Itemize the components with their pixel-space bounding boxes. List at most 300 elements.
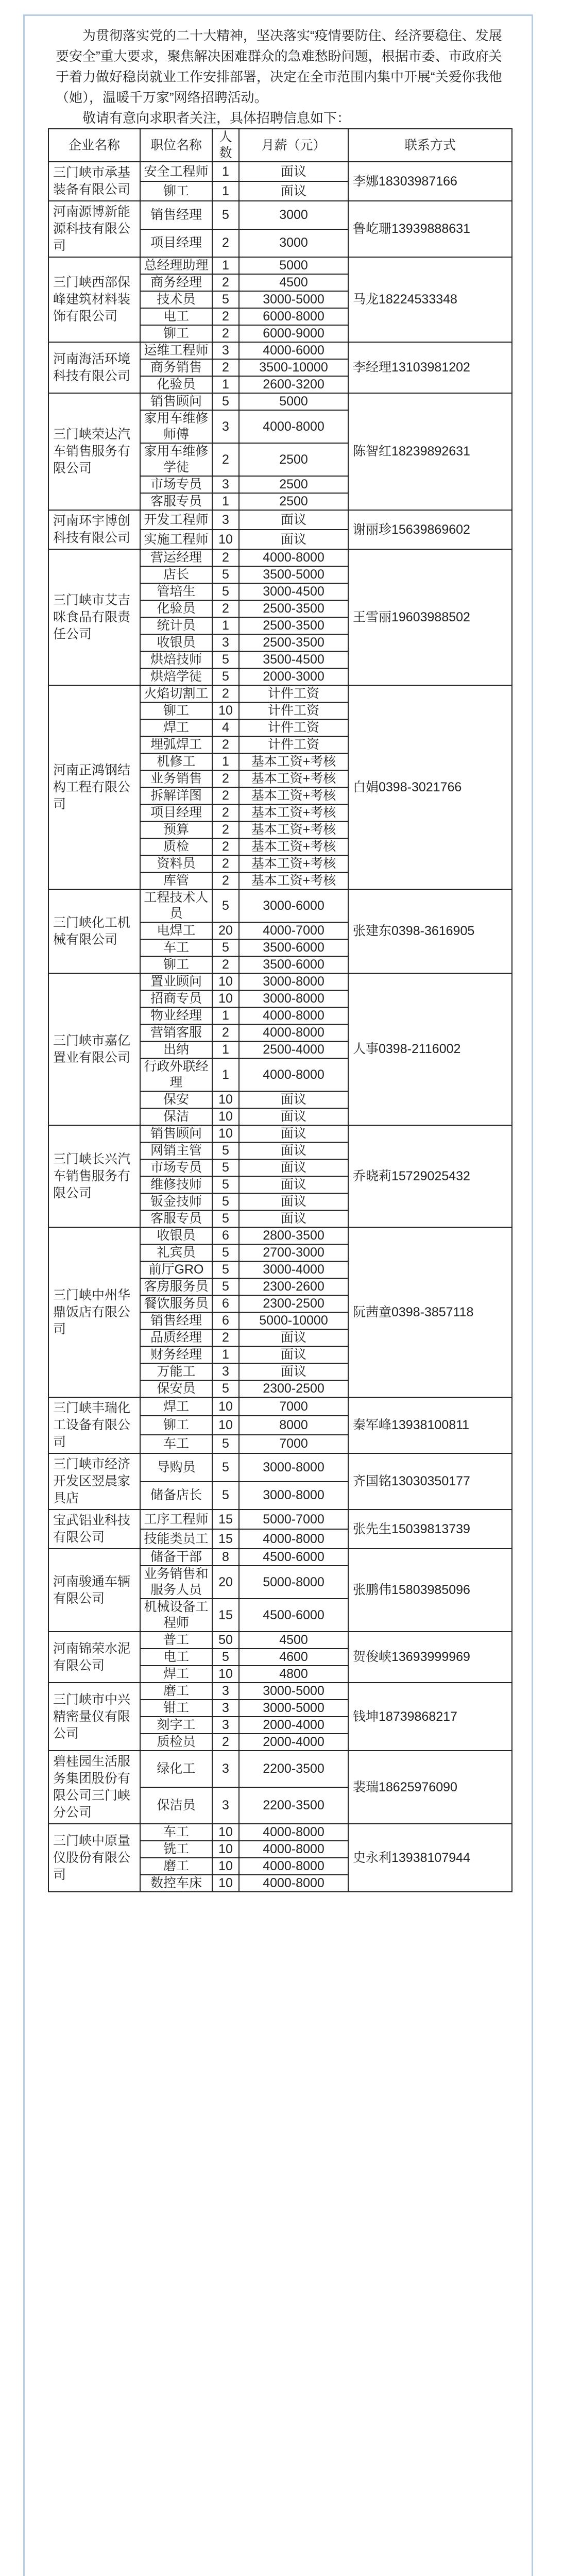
- position-cell: 商务经理: [140, 274, 212, 291]
- count-cell: 2: [212, 359, 239, 376]
- count-cell: 2: [212, 229, 239, 258]
- count-cell: 5: [212, 1453, 239, 1482]
- position-cell: 质检: [140, 838, 212, 855]
- salary-cell: 3000-5000: [239, 1700, 348, 1717]
- position-cell: 铆工: [140, 956, 212, 973]
- position-cell: 铆工: [140, 181, 212, 201]
- salary-cell: 6000-8000: [239, 308, 348, 325]
- contact-cell: 贺俊峡13693999969: [348, 1632, 512, 1683]
- salary-cell: 2800-3500: [239, 1227, 348, 1244]
- salary-cell: 4000-8000: [239, 1858, 348, 1875]
- count-cell: 6: [212, 1227, 239, 1244]
- table-row: [48, 549, 512, 566]
- position-cell: 技术员: [140, 291, 212, 308]
- count-cell: 2: [212, 274, 239, 291]
- salary-cell: 面议: [239, 1125, 348, 1142]
- salary-cell: 面议: [239, 162, 348, 181]
- table-row: [48, 1549, 512, 1566]
- salary-cell: 4000-8000: [239, 1007, 348, 1024]
- company-name: 三门峡西部保峰建筑材料装饰有限公司: [48, 257, 140, 342]
- position-cell: 电焊工: [140, 922, 212, 939]
- contact-cell: 张先生15039813739: [348, 1510, 512, 1549]
- salary-cell: 5000-7000: [239, 1510, 348, 1529]
- position-cell: 销售经理: [140, 201, 212, 229]
- position-cell: 客服专员: [140, 1210, 212, 1227]
- position-cell: 统计员: [140, 617, 212, 634]
- count-cell: 1: [212, 493, 239, 510]
- table-row: [48, 1632, 512, 1649]
- count-cell: 3: [212, 410, 239, 443]
- salary-cell: 面议: [239, 1159, 348, 1176]
- count-cell: 1: [212, 1007, 239, 1024]
- position-cell: 前厅GRO: [140, 1261, 212, 1278]
- count-cell: 10: [212, 1416, 239, 1434]
- count-cell: 10: [212, 1841, 239, 1858]
- recruitment-table: [48, 128, 512, 1892]
- salary-cell: 4000-8000: [239, 549, 348, 566]
- count-cell: 5: [212, 1142, 239, 1159]
- salary-cell: 4500-6000: [239, 1599, 348, 1632]
- position-cell: 埋弧焊工: [140, 736, 212, 753]
- count-cell: 5: [212, 1482, 239, 1510]
- salary-cell: 2600-3200: [239, 376, 348, 393]
- position-cell: 业务销售和服务人员: [140, 1566, 212, 1599]
- salary-cell: 面议: [239, 1346, 348, 1363]
- position-cell: 预算: [140, 821, 212, 838]
- contact-cell: 李经理13103981202: [348, 342, 512, 393]
- salary-cell: 2000-4000: [239, 1717, 348, 1734]
- salary-cell: 计件工资: [239, 702, 348, 719]
- count-cell: 1: [212, 1346, 239, 1363]
- count-cell: 2: [212, 855, 239, 872]
- count-cell: 10: [212, 1858, 239, 1875]
- position-cell: 置业顾问: [140, 973, 212, 990]
- count-cell: 20: [212, 922, 239, 939]
- count-cell: 10: [212, 1108, 239, 1125]
- position-cell: 电工: [140, 1649, 212, 1666]
- position-cell: 普工: [140, 1632, 212, 1649]
- contact-cell: 王雪丽19603988502: [348, 549, 512, 685]
- contact-cell: 钱坤18739868217: [348, 1683, 512, 1751]
- count-cell: 5: [212, 566, 239, 583]
- company-name: 三门峡丰瑞化工设备有限公司: [48, 1397, 140, 1453]
- position-cell: 拆解详图: [140, 787, 212, 804]
- salary-cell: 计件工资: [239, 685, 348, 702]
- contact-cell: 秦军峰13938100811: [348, 1397, 512, 1453]
- salary-cell: 4500-6000: [239, 1549, 348, 1566]
- contact-cell: 阮茜童0398-3857118: [348, 1227, 512, 1397]
- company-name: 三门峡市经济开发区翌晨家具店: [48, 1453, 140, 1510]
- count-cell: 5: [212, 201, 239, 229]
- salary-cell: 4000-7000: [239, 922, 348, 939]
- salary-cell: 2700-3000: [239, 1244, 348, 1261]
- company-name: 三门峡市承基装备有限公司: [48, 162, 140, 201]
- salary-cell: 面议: [239, 1108, 348, 1125]
- count-cell: 10: [212, 1824, 239, 1841]
- contact-cell: 史永利13938107944: [348, 1824, 512, 1892]
- count-cell: 1: [212, 257, 239, 274]
- position-cell: 资料员: [140, 855, 212, 872]
- count-cell: 1: [212, 753, 239, 770]
- count-cell: 5: [212, 1210, 239, 1227]
- count-cell: 5: [212, 1176, 239, 1193]
- position-cell: 市场专员: [140, 1159, 212, 1176]
- position-cell: 刻字工: [140, 1717, 212, 1734]
- count-cell: 10: [212, 1125, 239, 1142]
- count-cell: 3: [212, 1683, 239, 1700]
- position-cell: 行政外联经理: [140, 1058, 212, 1091]
- count-cell: 2: [212, 1734, 239, 1751]
- contact-cell: 谢丽珍15639869602: [348, 510, 512, 549]
- salary-cell: 3000: [239, 201, 348, 229]
- count-cell: 10: [212, 1875, 239, 1892]
- count-cell: 2: [212, 838, 239, 855]
- salary-cell: 面议: [239, 1176, 348, 1193]
- table-row: [48, 1227, 512, 1244]
- count-cell: 2: [212, 770, 239, 787]
- salary-cell: 2500: [239, 493, 348, 510]
- company-name: 河南海活环境科技有限公司: [48, 342, 140, 393]
- count-cell: 10: [212, 990, 239, 1007]
- salary-cell: 7000: [239, 1435, 348, 1453]
- salary-cell: 2200-3500: [239, 1787, 348, 1824]
- salary-cell: 计件工资: [239, 736, 348, 753]
- table-row: [48, 1683, 512, 1700]
- salary-cell: 5000-10000: [239, 1312, 348, 1329]
- article-card: [23, 14, 533, 2576]
- position-cell: 项目经理: [140, 229, 212, 258]
- count-cell: 1: [212, 376, 239, 393]
- salary-cell: 4500: [239, 274, 348, 291]
- salary-cell: 3000-8000: [239, 990, 348, 1007]
- company-name: 三门峡市嘉亿置业有限公司: [48, 973, 140, 1125]
- position-cell: 火焰切割工: [140, 685, 212, 702]
- salary-cell: 4000-6000: [239, 342, 348, 359]
- count-cell: 20: [212, 1566, 239, 1599]
- table-row: [48, 342, 512, 359]
- salary-cell: 2500-3500: [239, 600, 348, 617]
- position-cell: 销售顾问: [140, 1125, 212, 1142]
- company-name: 三门峡长兴汽车销售服务有限公司: [48, 1125, 140, 1227]
- company-name: 三门峡中原量仪股份有限公司: [48, 1824, 140, 1892]
- salary-cell: 面议: [239, 1363, 348, 1380]
- count-cell: 8: [212, 1549, 239, 1566]
- count-cell: 3: [212, 342, 239, 359]
- count-cell: 3: [212, 1717, 239, 1734]
- salary-cell: 3000-8000: [239, 1453, 348, 1482]
- count-cell: 5: [212, 291, 239, 308]
- position-cell: 工序工程师: [140, 1510, 212, 1529]
- header-salary: 月薪（元）: [239, 129, 348, 162]
- count-cell: 5: [212, 393, 239, 410]
- contact-cell: 裴瑞18625976090: [348, 1751, 512, 1824]
- position-cell: 商务销售: [140, 359, 212, 376]
- salary-cell: 3000: [239, 229, 348, 258]
- table-row: [48, 1125, 512, 1142]
- count-cell: 50: [212, 1632, 239, 1649]
- position-cell: 铆工: [140, 325, 212, 342]
- salary-cell: 6000-9000: [239, 325, 348, 342]
- salary-cell: 3500-4500: [239, 651, 348, 668]
- contact-cell: 人事0398-2116002: [348, 973, 512, 1125]
- salary-cell: 基本工资+考核: [239, 753, 348, 770]
- salary-cell: 4600: [239, 1649, 348, 1666]
- company-name: 三门峡荣达汽车销售服务有限公司: [48, 393, 140, 510]
- position-cell: 家用车维修师傅: [140, 410, 212, 443]
- count-cell: 1: [212, 1041, 239, 1058]
- position-cell: 储备店长: [140, 1482, 212, 1510]
- salary-cell: 5000-8000: [239, 1566, 348, 1599]
- position-cell: 业务销售: [140, 770, 212, 787]
- count-cell: 3: [212, 634, 239, 651]
- position-cell: 焊工: [140, 1666, 212, 1683]
- count-cell: 3: [212, 1700, 239, 1717]
- position-cell: 店长: [140, 566, 212, 583]
- salary-cell: 基本工资+考核: [239, 838, 348, 855]
- salary-cell: 基本工资+考核: [239, 804, 348, 821]
- position-cell: 铆工: [140, 702, 212, 719]
- header-position: 职位名称: [140, 129, 212, 162]
- count-cell: 5: [212, 1159, 239, 1176]
- table-row: [48, 1453, 512, 1482]
- table-row: [48, 685, 512, 702]
- position-cell: 绿化工: [140, 1751, 212, 1787]
- count-cell: 5: [212, 651, 239, 668]
- company-name: 三门峡化工机械有限公司: [48, 889, 140, 973]
- position-cell: 收银员: [140, 634, 212, 651]
- salary-cell: 面议: [239, 1091, 348, 1108]
- table-row: [48, 257, 512, 274]
- salary-cell: 3500-6000: [239, 956, 348, 973]
- count-cell: 3: [212, 1787, 239, 1824]
- count-cell: 5: [212, 939, 239, 956]
- salary-cell: 4000-8000: [239, 1058, 348, 1091]
- salary-cell: 基本工资+考核: [239, 770, 348, 787]
- salary-cell: 3000-6000: [239, 889, 348, 922]
- count-cell: 3: [212, 476, 239, 493]
- position-cell: 铆工: [140, 1416, 212, 1434]
- position-cell: 收银员: [140, 1227, 212, 1244]
- position-cell: 焊工: [140, 1397, 212, 1416]
- position-cell: 铣工: [140, 1841, 212, 1858]
- count-cell: 15: [212, 1599, 239, 1632]
- position-cell: 质检员: [140, 1734, 212, 1751]
- count-cell: 6: [212, 1312, 239, 1329]
- count-cell: 3: [212, 1751, 239, 1787]
- count-cell: 2: [212, 736, 239, 753]
- salary-cell: 4000-8000: [239, 1824, 348, 1841]
- salary-cell: 5000: [239, 257, 348, 274]
- count-cell: 5: [212, 1193, 239, 1210]
- company-name: 三门峡中州华鼎饭店有限公司: [48, 1227, 140, 1397]
- position-cell: 出纳: [140, 1041, 212, 1058]
- salary-cell: 3000-8000: [239, 973, 348, 990]
- count-cell: 2: [212, 600, 239, 617]
- position-cell: 运维工程师: [140, 342, 212, 359]
- header-company: 企业名称: [48, 129, 140, 162]
- position-cell: 万能工: [140, 1363, 212, 1380]
- count-cell: 10: [212, 973, 239, 990]
- salary-cell: 2200-3500: [239, 1751, 348, 1787]
- count-cell: 1: [212, 162, 239, 181]
- salary-cell: 计件工资: [239, 719, 348, 736]
- position-cell: 销售顾问: [140, 393, 212, 410]
- position-cell: 招商专员: [140, 990, 212, 1007]
- table-row: [48, 889, 512, 922]
- position-cell: 保安员: [140, 1380, 212, 1397]
- position-cell: 数控车床: [140, 1875, 212, 1892]
- salary-cell: 8000: [239, 1416, 348, 1434]
- salary-cell: 7000: [239, 1397, 348, 1416]
- position-cell: 磨工: [140, 1683, 212, 1700]
- contact-cell: 白娟0398-3021766: [348, 685, 512, 889]
- table-row: [48, 1510, 512, 1529]
- position-cell: 礼宾员: [140, 1244, 212, 1261]
- position-cell: 客服专员: [140, 493, 212, 510]
- position-cell: 网销主管: [140, 1142, 212, 1159]
- table-row: [48, 393, 512, 410]
- count-cell: 5: [212, 1261, 239, 1278]
- position-cell: 家用车维修学徒: [140, 443, 212, 476]
- salary-cell: 2500-3500: [239, 617, 348, 634]
- count-cell: 2: [212, 443, 239, 476]
- position-cell: 烘焙学徒: [140, 668, 212, 685]
- contact-cell: 乔晓莉15729025432: [348, 1125, 512, 1227]
- table-body: [48, 162, 512, 1892]
- count-cell: 15: [212, 1529, 239, 1549]
- position-cell: 钳工: [140, 1700, 212, 1717]
- header-count: 人数: [212, 129, 239, 162]
- count-cell: 5: [212, 668, 239, 685]
- count-cell: 2: [212, 956, 239, 973]
- table-row: [48, 1751, 512, 1787]
- contact-cell: 李娜18303987166: [348, 162, 512, 201]
- company-name: 三门峡市中兴精密量仪有限公司: [48, 1683, 140, 1751]
- salary-cell: 面议: [239, 530, 348, 549]
- count-cell: 10: [212, 1091, 239, 1108]
- intro-paragraph-1: 为贯彻落实党的二十大精神，坚决落实“疫情要防住、经济要稳住、发展要安全”重大要求，聚焦解决困难群众的急难愁盼问题，根据市委、市政府关于着力做好稳岗就业工作安排部署，决定在全市范围内集中开展“关爱你我他（她），温暖千万家”网络招聘活动。: [56, 28, 502, 105]
- intro-paragraph-2: 敬请有意向求职者关注，具体招聘信息如下：: [82, 110, 351, 126]
- table-row: [48, 973, 512, 990]
- position-cell: 营运经理: [140, 549, 212, 566]
- count-cell: 4: [212, 719, 239, 736]
- position-cell: 技能类员工: [140, 1529, 212, 1549]
- salary-cell: 3500-10000: [239, 359, 348, 376]
- contact-cell: 陈智红18239892631: [348, 393, 512, 510]
- salary-cell: 面议: [239, 1210, 348, 1227]
- salary-cell: 3000-8000: [239, 1482, 348, 1510]
- position-cell: 物业经理: [140, 1007, 212, 1024]
- position-cell: 客房服务员: [140, 1278, 212, 1295]
- count-cell: 5: [212, 1244, 239, 1261]
- position-cell: 工程技术人员: [140, 889, 212, 922]
- position-cell: 维修技师: [140, 1176, 212, 1193]
- salary-cell: 4000-8000: [239, 1024, 348, 1041]
- count-cell: 2: [212, 787, 239, 804]
- position-cell: 品质经理: [140, 1329, 212, 1346]
- table-header-row: [48, 129, 512, 162]
- count-cell: 10: [212, 1666, 239, 1683]
- position-cell: 保洁: [140, 1108, 212, 1125]
- salary-cell: 2500: [239, 443, 348, 476]
- count-cell: 2: [212, 685, 239, 702]
- count-cell: 2: [212, 1329, 239, 1346]
- company-name: 河南骏通车辆有限公司: [48, 1549, 140, 1632]
- position-cell: 车工: [140, 939, 212, 956]
- position-cell: 磨工: [140, 1858, 212, 1875]
- salary-cell: 面议: [239, 510, 348, 530]
- count-cell: 15: [212, 1510, 239, 1529]
- table-row: [48, 1824, 512, 1841]
- salary-cell: 2000-4000: [239, 1734, 348, 1751]
- salary-cell: 基本工资+考核: [239, 855, 348, 872]
- count-cell: 2: [212, 872, 239, 889]
- salary-cell: 4000-8000: [239, 1529, 348, 1549]
- count-cell: 5: [212, 1278, 239, 1295]
- count-cell: 5: [212, 1435, 239, 1453]
- salary-cell: 2300-2600: [239, 1278, 348, 1295]
- count-cell: 3: [212, 1363, 239, 1380]
- count-cell: 5: [212, 1380, 239, 1397]
- salary-cell: 基本工资+考核: [239, 821, 348, 838]
- position-cell: 市场专员: [140, 476, 212, 493]
- salary-cell: 3000-5000: [239, 291, 348, 308]
- position-cell: 电工: [140, 308, 212, 325]
- salary-cell: 2300-2500: [239, 1295, 348, 1312]
- salary-cell: 2500-4000: [239, 1041, 348, 1058]
- salary-cell: 4000-8000: [239, 410, 348, 443]
- count-cell: 1: [212, 181, 239, 201]
- position-cell: 保安: [140, 1091, 212, 1108]
- position-cell: 化验员: [140, 600, 212, 617]
- company-name: 宝武铝业科技有限公司: [48, 1510, 140, 1549]
- position-cell: 车工: [140, 1824, 212, 1841]
- table-row: [48, 510, 512, 530]
- count-cell: 2: [212, 549, 239, 566]
- position-cell: 实施工程师: [140, 530, 212, 549]
- salary-cell: 3500-5000: [239, 566, 348, 583]
- position-cell: 烘焙技师: [140, 651, 212, 668]
- position-cell: 车工: [140, 1435, 212, 1453]
- count-cell: 5: [212, 1649, 239, 1666]
- position-cell: 焊工: [140, 719, 212, 736]
- contact-cell: 马龙18224533348: [348, 257, 512, 342]
- count-cell: 10: [212, 1397, 239, 1416]
- count-cell: 2: [212, 804, 239, 821]
- count-cell: 2: [212, 308, 239, 325]
- contact-cell: 张建东0398-3616905: [348, 889, 512, 973]
- contact-cell: 鲁屹珊13939888631: [348, 201, 512, 257]
- position-cell: 财务经理: [140, 1346, 212, 1363]
- contact-cell: 张鹏伟15803985096: [348, 1549, 512, 1632]
- position-cell: 钣金技师: [140, 1193, 212, 1210]
- salary-cell: 基本工资+考核: [239, 787, 348, 804]
- table-row: [48, 201, 512, 229]
- salary-cell: 2500-3500: [239, 634, 348, 651]
- position-cell: 化验员: [140, 376, 212, 393]
- company-name: 河南环宇博创科技有限公司: [48, 510, 140, 549]
- company-name: 河南正鸿钢结构工程有限公司: [48, 685, 140, 889]
- intro-text: [56, 25, 504, 128]
- salary-cell: 2000-3000: [239, 668, 348, 685]
- count-cell: 5: [212, 583, 239, 600]
- position-cell: 库管: [140, 872, 212, 889]
- position-cell: 总经理助理: [140, 257, 212, 274]
- table-row: [48, 162, 512, 181]
- salary-cell: 面议: [239, 1193, 348, 1210]
- company-name: 三门峡市艾吉咪食品有限责任公司: [48, 549, 140, 685]
- company-name: 河南源博新能源科技有限公司: [48, 201, 140, 257]
